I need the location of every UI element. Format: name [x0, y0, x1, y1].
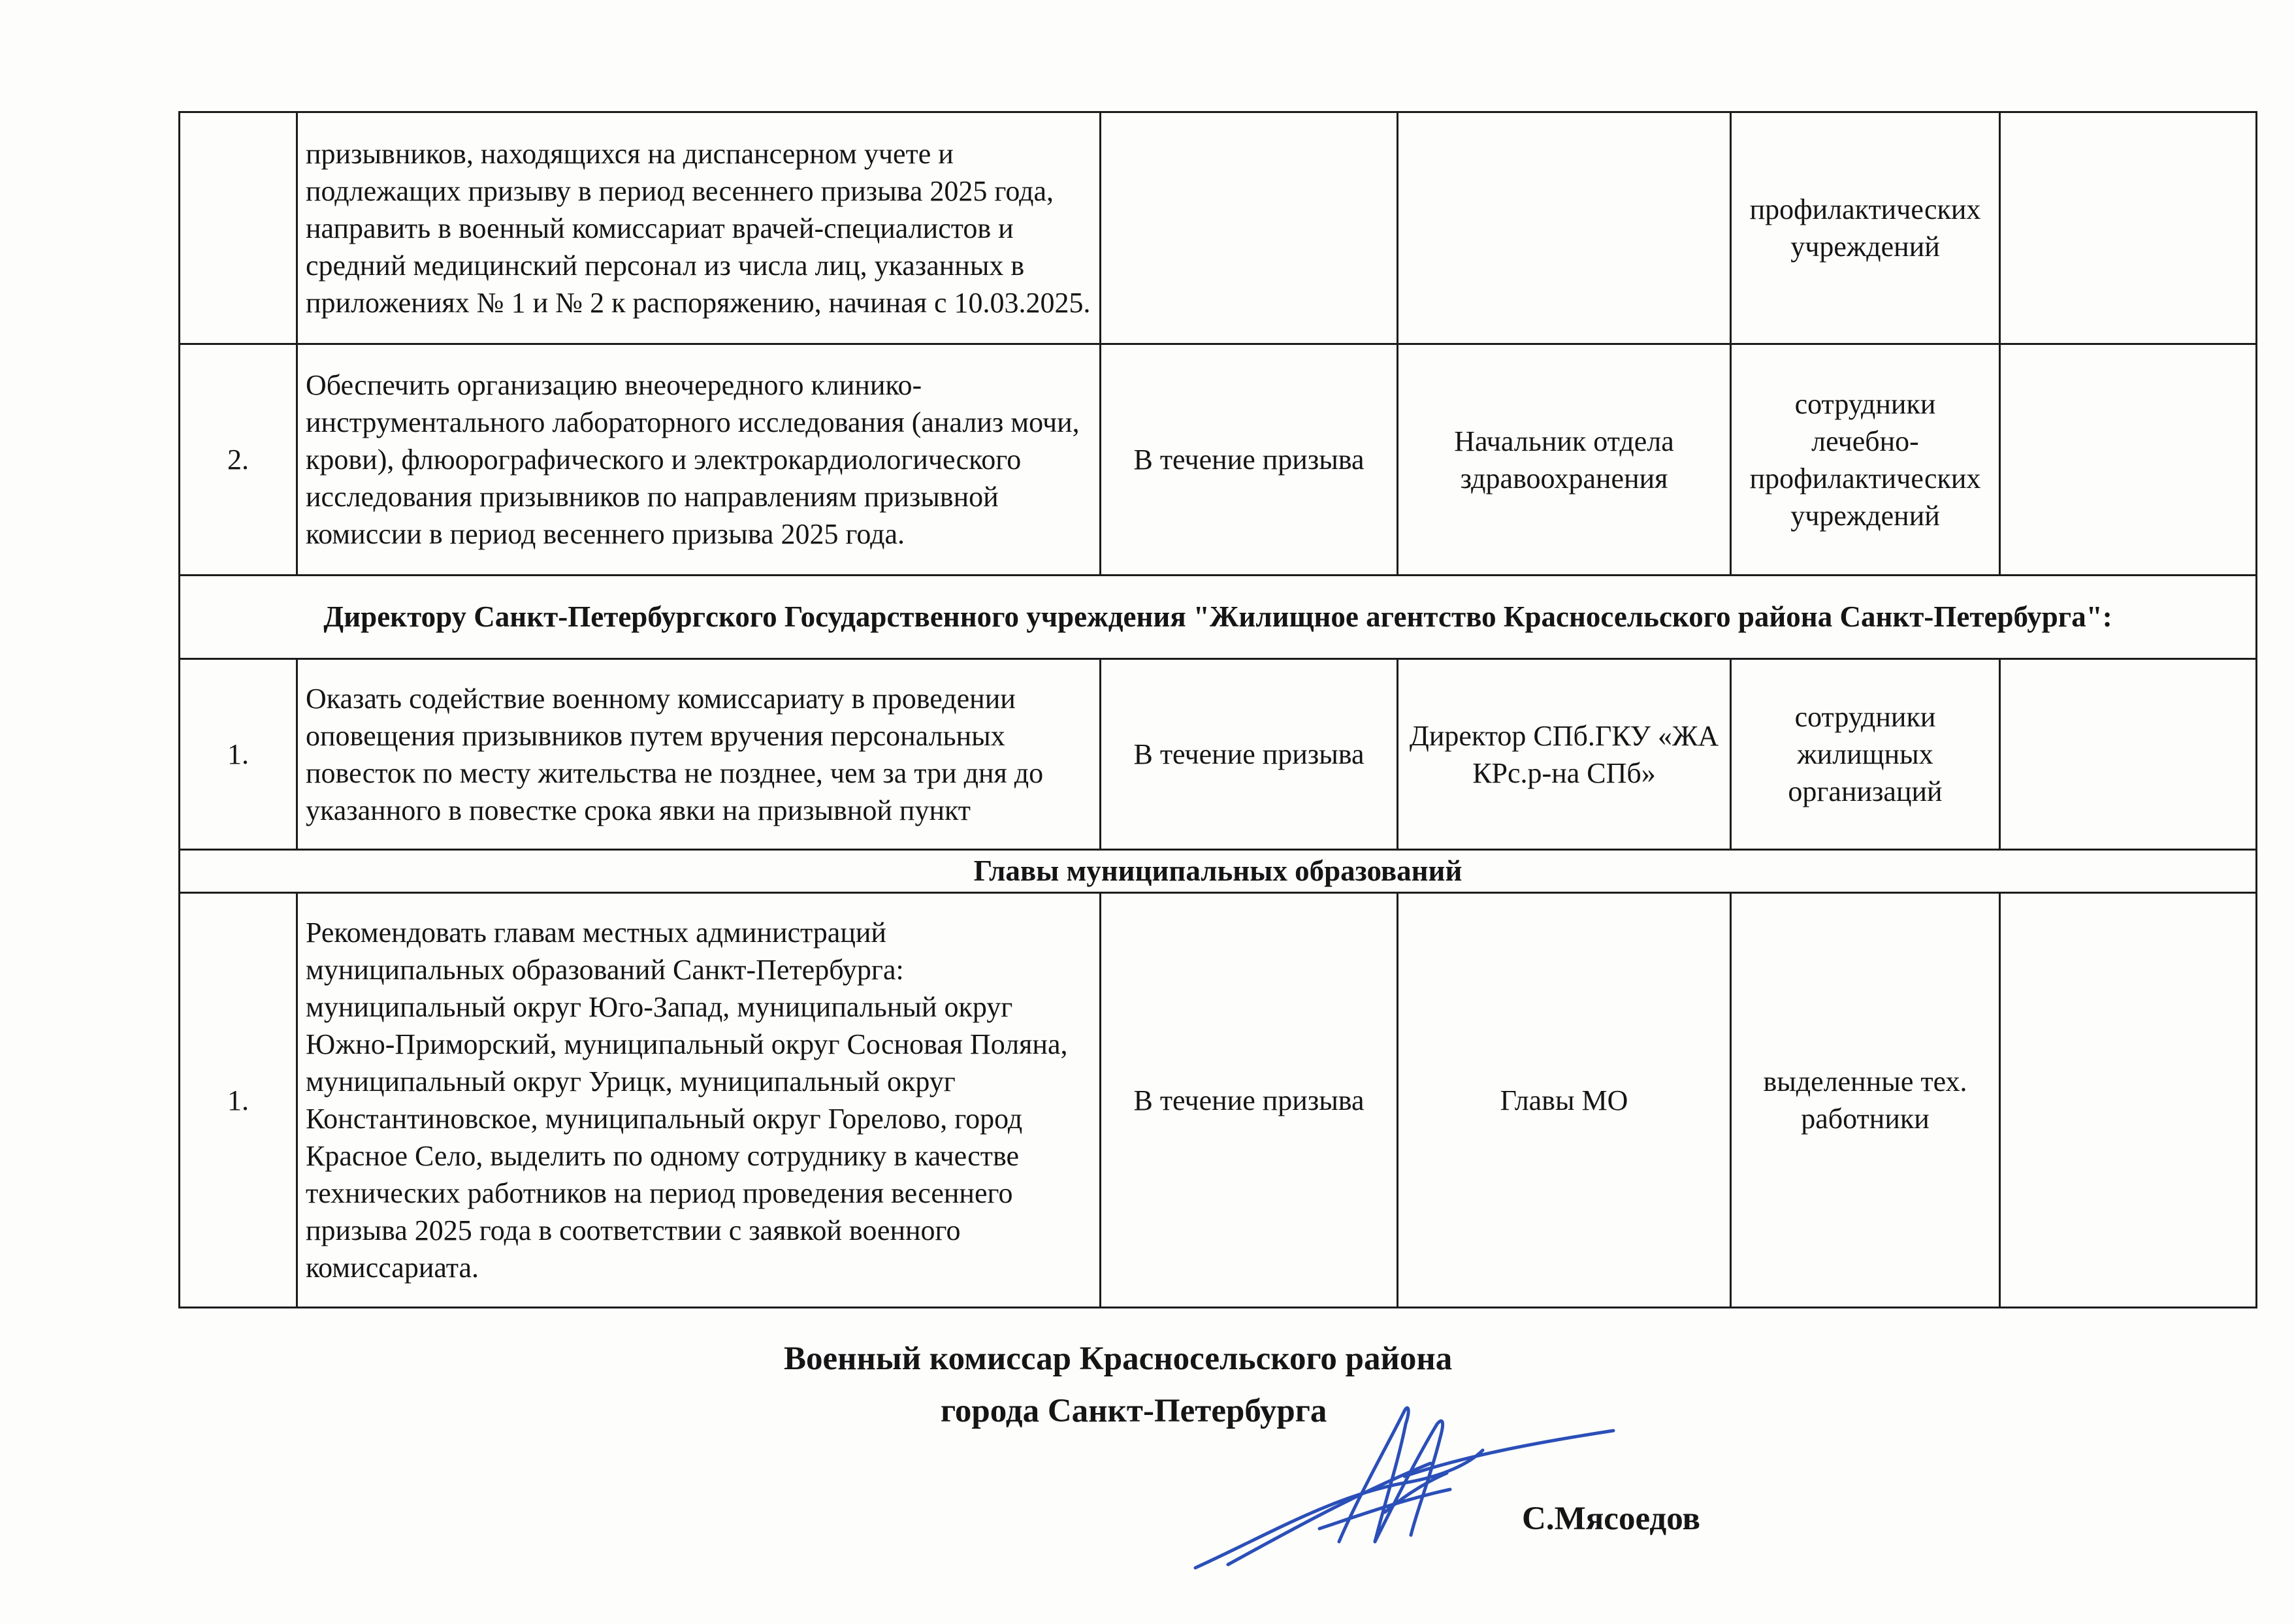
row-term: В течение призыва [1101, 344, 1398, 576]
row-responsible: Начальник отдела здравоохранения [1398, 344, 1731, 576]
row-note [2000, 112, 2257, 344]
row-responsible [1398, 112, 1731, 344]
row-number: 1. [180, 893, 297, 1308]
row-number: 1. [180, 659, 297, 850]
section-header-municipal [180, 850, 2257, 893]
row-task: призывников, находящихся на диспансерном учете и подлежащих призыву в период весеннего призыва 2025 года, направить в военный комиссариат врачей-специалистов и средний медицинский персонал из числа лиц, указанных в приложениях № 1 и № 2 к распоряжению, начиная с 10.03.2025. [297, 112, 1101, 344]
row-responsible: Директор СПб.ГКУ «ЖА КРс.р-на СПб» [1398, 659, 1731, 850]
table-row [180, 344, 2257, 576]
measures-table [178, 111, 2257, 1308]
row-involved: профилактических учреждений [1731, 112, 2000, 344]
row-number [180, 112, 297, 344]
table-row [180, 112, 2257, 344]
section-header-housing [180, 576, 2257, 659]
row-number: 2. [180, 344, 297, 576]
row-note [2000, 659, 2257, 850]
row-involved: сотрудники жилищных организаций [1731, 659, 2000, 850]
row-note [2000, 893, 2257, 1308]
row-responsible: Главы МО [1398, 893, 1731, 1308]
row-task: Обеспечить организацию внеочередного клинико-инструментального лабораторного исследования (анализ мочи, крови), флюорографического и электрокардиологического исследования призывников по направлениям призывной комиссии в период весеннего призыва 2025 года. [297, 344, 1101, 576]
row-term: В течение призыва [1101, 893, 1398, 1308]
row-task: Оказать содействие военному комиссариату в проведении оповещения призывников путем вручения персональных повесток по месту жительства не позднее, чем за три дня до указанного в повестке срока явки на призывной пункт [297, 659, 1101, 850]
signatory-title: Военный комиссар Красносельского района [784, 1340, 1453, 1377]
table-row [180, 893, 2257, 1308]
handwritten-signature [1189, 1385, 1646, 1581]
section-title: Директору Санкт-Петербургского Государственного учреждения "Жилищное агентство Красносельского района Санкт-Петербурга": [180, 576, 2257, 659]
row-note [2000, 344, 2257, 576]
signatory-city: города Санкт-Петербурга [941, 1393, 1327, 1429]
section-title: Главы муниципальных образований [180, 850, 2257, 893]
row-involved: выделенные тех. работники [1731, 893, 2000, 1308]
table-row [180, 659, 2257, 850]
row-task: Рекомендовать главам местных администраций муниципальных образований Санкт-Петербурга: муниципальный округ Юго-Запад, муниципальный округ Южно-Приморский, муниципальный округ Сосновая Поляна, муниципальный округ Урицк, муниципальный округ Константиновское, муниципальный округ Горелово, город Красное Село, выделить по одному сотруднику в качестве технических работников на период проведения весеннего призыва 2025 года в соответствии с заявкой военного комиссариата. [297, 893, 1101, 1308]
signatory-name: С.Мясоедов [1522, 1501, 1700, 1537]
row-term [1101, 112, 1398, 344]
row-term: В течение призыва [1101, 659, 1398, 850]
row-involved: сотрудники лечебно-профилактических учреждений [1731, 344, 2000, 576]
